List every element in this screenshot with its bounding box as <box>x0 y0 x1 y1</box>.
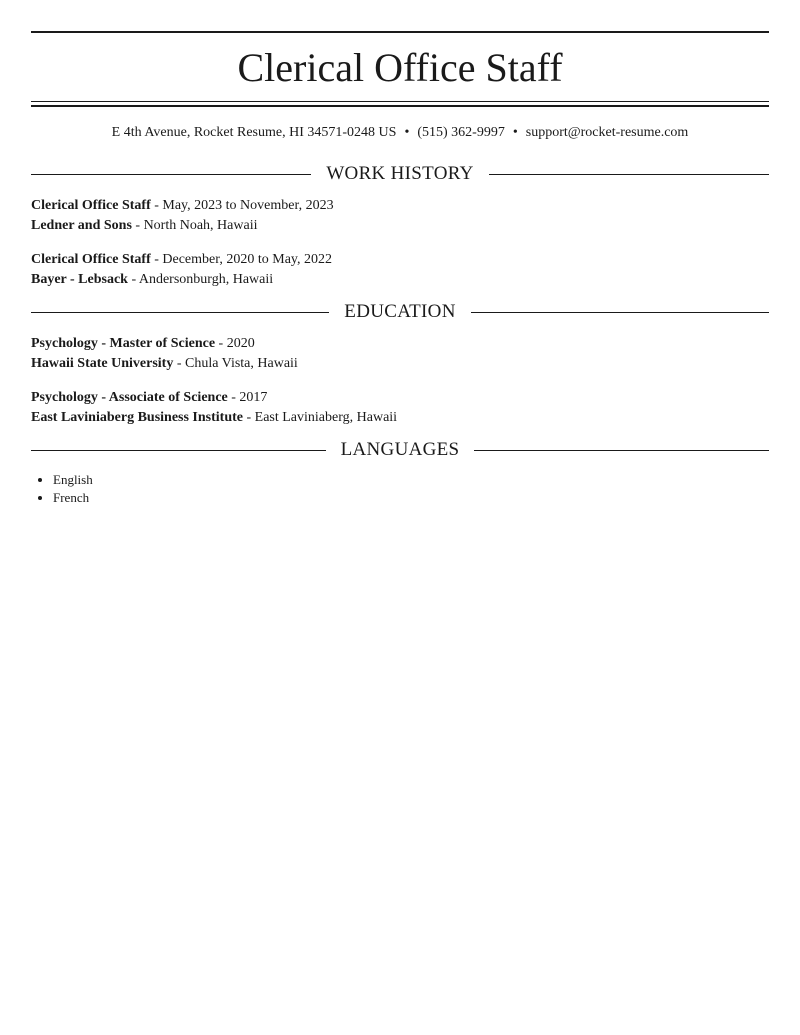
section-rule-left <box>31 174 311 175</box>
work-entry-line-2 <box>31 216 769 236</box>
job-location: - Andersonburgh, Hawaii <box>127 271 274 287</box>
education-entry-line-1 <box>31 388 769 408</box>
top-rule <box>31 31 769 33</box>
work-entry-line-2 <box>31 270 769 290</box>
section-rule-right <box>489 174 769 175</box>
section-header-languages <box>31 438 769 462</box>
section-rule-left <box>31 450 326 451</box>
contact-email: support@rocket-resume.com <box>525 125 689 140</box>
job-dates: - May, 2023 to November, 2023 <box>150 198 334 213</box>
language-item: • French <box>53 489 93 507</box>
education-entry-line-1 <box>31 334 769 354</box>
job-location: - North Noah, Hawaii <box>131 217 258 233</box>
languages-list <box>31 471 93 507</box>
contact-phone: (515) 362-9997 <box>417 125 505 140</box>
section-rule-right <box>474 450 769 451</box>
job-company: Ledner and Sons <box>31 217 132 233</box>
work-entry-line-1 <box>31 250 769 270</box>
education-year: - 2017 <box>227 390 268 405</box>
contact-address: E 4th Avenue, Rocket Resume, HI 34571-0248 US <box>111 125 397 140</box>
contact-separator: • <box>404 125 410 140</box>
education-school: Hawaii State University <box>31 355 174 371</box>
section-title-work-history: WORK HISTORY <box>326 163 474 184</box>
section-header-work-history <box>31 162 769 186</box>
education-degree: Psychology - Master of Science <box>31 336 216 351</box>
work-entry <box>31 196 769 235</box>
job-position: Clerical Office Staff <box>31 198 151 213</box>
section-rule-left <box>31 312 329 313</box>
work-entry-line-1 <box>31 196 769 216</box>
language-item: • English <box>53 471 93 489</box>
section-title-languages: LANGUAGES <box>340 439 460 460</box>
contact-line <box>31 123 769 143</box>
education-entry <box>31 334 769 373</box>
work-entry <box>31 250 769 289</box>
job-position: Clerical Office Staff <box>31 252 151 267</box>
header-rule-thin <box>31 101 769 102</box>
job-company: Bayer - Lebsack <box>31 271 128 287</box>
contact-separator: • <box>512 125 518 140</box>
education-school: East Laviniaberg Business Institute <box>31 409 243 425</box>
education-location: - East Laviniaberg, Hawaii <box>242 409 398 425</box>
section-title-education: EDUCATION <box>344 301 456 322</box>
section-rule-right <box>471 312 769 313</box>
resume-name: Clerical Office Staff <box>237 45 563 90</box>
job-dates: - December, 2020 to May, 2022 <box>150 252 332 267</box>
education-entry-line-2 <box>31 354 769 374</box>
education-location: - Chula Vista, Hawaii <box>173 355 298 371</box>
education-entry-line-2 <box>31 408 769 428</box>
education-degree: Psychology - Associate of Science <box>31 390 228 405</box>
section-header-education <box>31 300 769 324</box>
education-year: - 2020 <box>215 336 255 351</box>
education-entry <box>31 388 769 427</box>
header-rule-thick <box>31 105 769 107</box>
